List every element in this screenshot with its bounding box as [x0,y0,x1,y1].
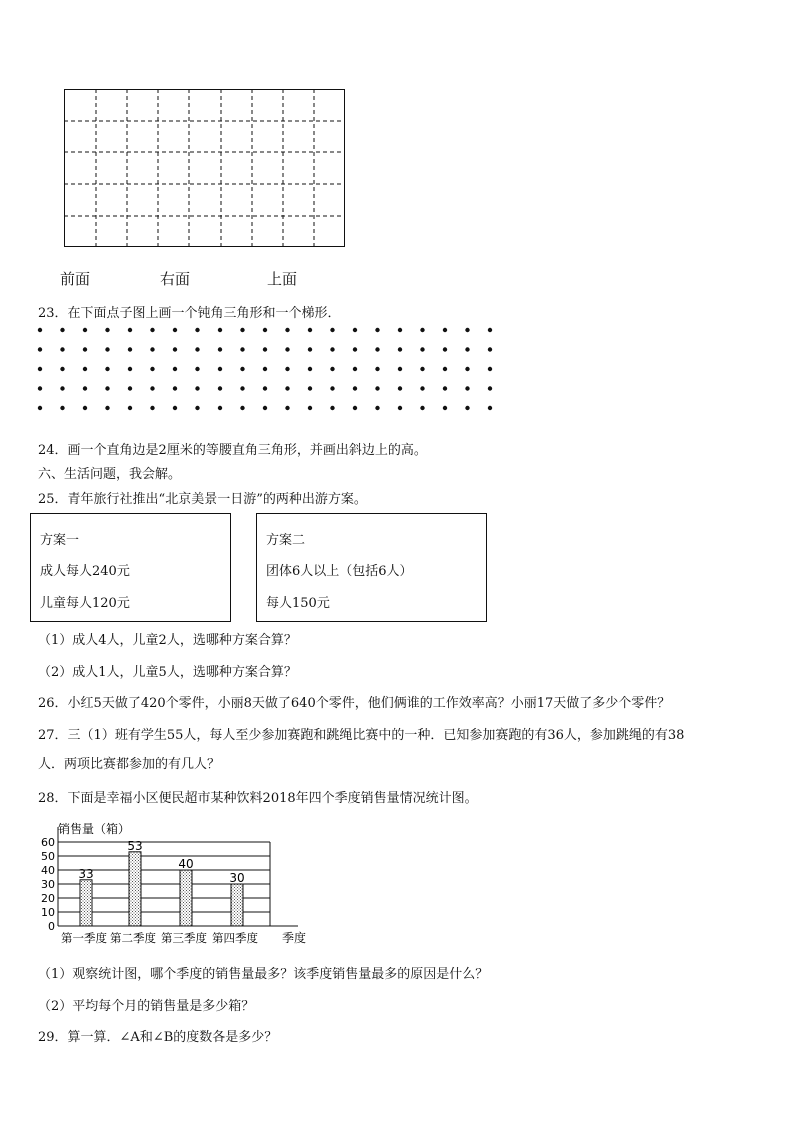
dot [150,406,154,410]
dot [488,367,492,371]
dot [240,406,244,410]
dot [465,367,469,371]
section-six-heading: 六、生活问题，我会解。 [38,467,182,482]
y-tick-label: 50 [41,850,55,863]
x-category-label: 第三季度 [161,931,207,945]
dot [353,328,357,332]
dot [420,386,424,390]
dot [375,347,379,351]
dot [263,367,267,371]
label-top-view: 上面 [267,270,298,288]
dot [263,347,267,351]
dot [60,328,64,332]
dot [443,328,447,332]
dot [128,328,132,332]
dot [443,367,447,371]
dot [263,328,267,332]
dot [83,328,87,332]
dot [240,386,244,390]
dot [375,406,379,410]
dot [83,347,87,351]
dot [420,367,424,371]
dot [465,386,469,390]
dot [375,386,379,390]
dot [285,406,289,410]
dot [128,406,132,410]
dot-grid [30,320,500,420]
dot [150,386,154,390]
dot [308,347,312,351]
y-tick-label: 40 [41,864,55,877]
dot [60,386,64,390]
dot [173,386,177,390]
question-25-part-1: （1）成人4人，儿童2人，选哪种方案合算？ [38,633,297,648]
dot [240,367,244,371]
dot [488,406,492,410]
y-tick-label: 30 [41,878,55,891]
x-axis-title: 季度 [282,931,307,945]
dot [240,347,244,351]
dot [105,347,109,351]
dot [465,347,469,351]
dot [443,386,447,390]
question-28-part-1: （1）观察统计图，哪个季度的销售量最多？该季度销售量最多的原因是什么？ [38,967,489,982]
dot [218,347,222,351]
question-27-line-2: 人．两项比赛都参加的有几人？ [38,757,221,772]
bar [80,880,92,926]
plan-two-title: 方案二 [266,533,306,548]
grid-lines [64,89,345,247]
dot [38,406,42,410]
view-drawing-grid [64,89,345,247]
label-right-view: 右面 [160,270,191,288]
dot [195,367,199,371]
dot [330,347,334,351]
dot [60,406,64,410]
dot [218,328,222,332]
dot [105,367,109,371]
y-tick-label: 10 [41,906,55,919]
dot [173,347,177,351]
plan-one-title: 方案一 [40,533,80,548]
dot [443,347,447,351]
dot [38,347,42,351]
dot [60,367,64,371]
dot [173,406,177,410]
y-tick-label: 0 [48,920,55,933]
dot [330,328,334,332]
dot [398,406,402,410]
bar [231,884,243,926]
dot [420,406,424,410]
dot [173,328,177,332]
plan-one-child-price: 儿童每人120元 [40,596,130,611]
sales-bar-chart [30,815,320,950]
plan-two-price: 每人150元 [266,596,330,611]
dot [38,386,42,390]
dot [105,386,109,390]
dot [195,328,199,332]
dot [195,406,199,410]
bar [180,870,192,926]
y-tick-label: 60 [41,836,55,849]
dot [218,406,222,410]
dot [398,386,402,390]
question-25: 25．青年旅行社推出“北京美景一日游”的两种出游方案。 [38,492,367,507]
dot [443,406,447,410]
label-front-view: 前面 [60,270,91,288]
dot [285,386,289,390]
dot [488,347,492,351]
question-26: 26．小红5天做了420个零件，小丽8天做了640个零件，他们俩谁的工作效率高？小丽17天做了多少个零件？ [38,696,671,711]
question-25-part-2: （2）成人1人，儿童5人，选哪种方案合算？ [38,665,297,680]
dot [465,328,469,332]
dot [128,347,132,351]
dot [105,406,109,410]
dot [330,386,334,390]
dot [150,328,154,332]
question-28-part-2: （2）平均每个月的销售量是多少箱？ [38,999,255,1014]
question-27-line-1: 27．三（1）班有学生55人，每人至少参加赛跑和跳绳比赛中的一种．已知参加赛跑的有36人，参加跳绳的有38 [38,728,685,743]
dot [150,367,154,371]
dot [128,386,132,390]
dot [375,328,379,332]
dot [150,347,154,351]
dot [308,328,312,332]
question-24: 24．画一个直角边是2厘米的等腰直角三角形，并画出斜边上的高。 [38,443,427,458]
dot [285,347,289,351]
dot [308,367,312,371]
dot [330,367,334,371]
dot [263,406,267,410]
dot [308,406,312,410]
question-23: 23．在下面点子图上画一个钝角三角形和一个梯形． [38,306,341,321]
dot [83,367,87,371]
dot [330,406,334,410]
dot [83,406,87,410]
dot [353,406,357,410]
plan-one-box [30,513,231,622]
plan-two-group-condition: 团体6人以上（包括6人） [266,564,413,579]
dot [60,347,64,351]
dot [398,328,402,332]
dot [38,367,42,371]
dot [285,367,289,371]
dot [488,386,492,390]
dot [195,347,199,351]
dot [128,367,132,371]
dot [38,328,42,332]
dot [420,328,424,332]
dot [465,406,469,410]
dot [218,367,222,371]
question-28: 28．下面是幸福小区便民超市某种饮料2018年四个季度销售量情况统计图。 [38,791,478,806]
bar [129,852,141,926]
x-category-label: 第一季度 [61,931,107,945]
x-category-label: 第二季度 [110,931,156,945]
y-axis-title: 销售量（箱） [58,822,131,836]
dot [398,367,402,371]
dot [195,386,199,390]
dot [218,386,222,390]
bar-value-label: 40 [178,857,194,871]
bar-value-label: 53 [127,838,143,853]
dot [105,328,109,332]
plan-two-box [256,513,487,622]
y-tick-label: 20 [41,892,55,905]
dot [263,386,267,390]
dot [353,347,357,351]
bar-value-label: 30 [229,871,245,885]
dot [173,367,177,371]
dot [353,367,357,371]
dot [420,347,424,351]
plan-one-adult-price: 成人每人240元 [40,564,130,579]
dot [285,328,289,332]
dot [398,347,402,351]
dot [353,386,357,390]
x-category-label: 第四季度 [212,931,258,945]
question-29: 29．算一算．∠A和∠B的度数各是多少？ [38,1030,278,1045]
dot [488,328,492,332]
dot [240,328,244,332]
dot [83,386,87,390]
bar-value-label: 33 [78,866,94,881]
dot [308,386,312,390]
dot [375,367,379,371]
